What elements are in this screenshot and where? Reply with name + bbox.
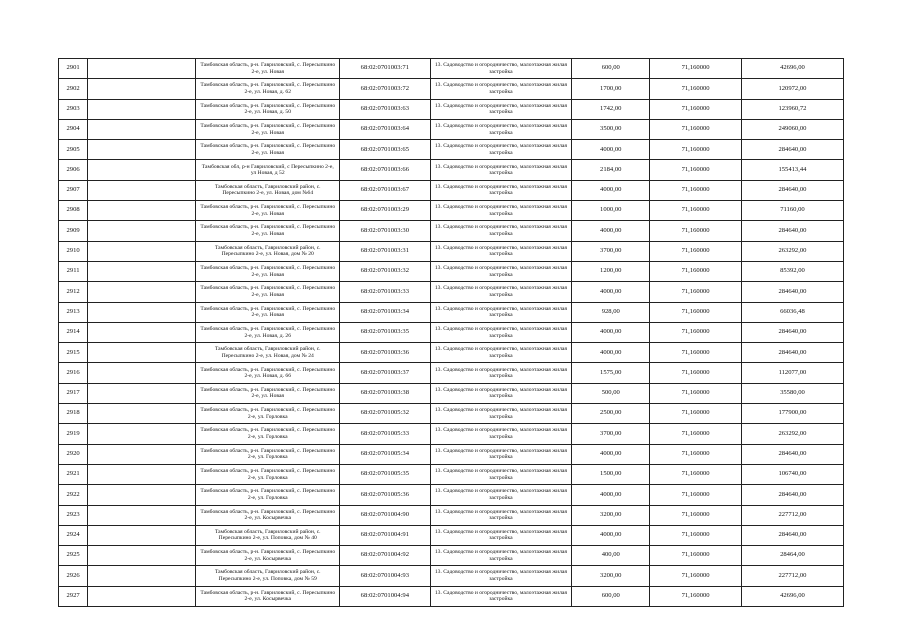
cadastral-value-cell: 284640,00: [741, 322, 843, 342]
row-number-cell: 2924: [59, 525, 88, 545]
table-row: [59, 424, 844, 444]
rate-cell: 71,160000: [650, 404, 742, 424]
rate-cell: 71,160000: [650, 343, 742, 363]
area-cell: 4000,00: [572, 525, 650, 545]
row-number-cell: 2902: [59, 79, 88, 99]
area-cell: 4000,00: [572, 444, 650, 464]
area-cell: 928,00: [572, 302, 650, 322]
cadastral-value-cell: 284640,00: [741, 444, 843, 464]
land-use-cell: 13. Садоводство и огородничество, малоэтажная жилая застройка: [430, 140, 572, 160]
empty-cell: [88, 99, 196, 119]
row-number-cell: 2904: [59, 119, 88, 139]
empty-cell: [88, 546, 196, 566]
cadastral-number-cell: 68:02:0701003:31: [340, 241, 431, 261]
cadastral-number-cell: 68:02:0701003:37: [340, 363, 431, 383]
area-cell: 4000,00: [572, 140, 650, 160]
table-row: [59, 282, 844, 302]
empty-cell: [88, 343, 196, 363]
address-cell: Тамбовская область, р-н. Гавриловский, с. Пересыпкино 2-е, ул. Горловка: [196, 485, 340, 505]
address-cell: Тамбовская область, р-н. Гавриловский, с. Пересыпкино 2-е, ул. Косырвечка: [196, 546, 340, 566]
address-cell: Тамбовская область, Гавриловский район, с. Пересыпкино 2-е, ул. Новая, дом № 24: [196, 343, 340, 363]
rate-cell: 71,160000: [650, 546, 742, 566]
area-cell: 500,00: [572, 383, 650, 403]
row-number-cell: 2914: [59, 322, 88, 342]
row-number-cell: 2921: [59, 464, 88, 484]
cadastral-value-cell: 284640,00: [741, 485, 843, 505]
row-number-cell: 2925: [59, 546, 88, 566]
row-number-cell: 2908: [59, 201, 88, 221]
empty-cell: [88, 322, 196, 342]
row-number-cell: 2910: [59, 241, 88, 261]
address-cell: Тамбовская область, р-н. Гавриловский, с. Пересыпкино 2-е, ул. Горловка: [196, 424, 340, 444]
rate-cell: 71,160000: [650, 363, 742, 383]
cadastral-value-cell: 263292,00: [741, 241, 843, 261]
land-use-cell: 13. Садоводство и огородничество, малоэтажная жилая застройка: [430, 464, 572, 484]
table-row: [59, 261, 844, 281]
cadastral-value-cell: 227712,00: [741, 566, 843, 586]
rate-cell: 71,160000: [650, 586, 742, 606]
land-use-cell: 13. Садоводство и огородничество, малоэтажная жилая застройка: [430, 241, 572, 261]
land-use-cell: 13. Садоводство и огородничество, малоэтажная жилая застройка: [430, 586, 572, 606]
table-body: [59, 59, 844, 607]
address-cell: Тамбовская обл, р-н Гавриловский, с Пересыпкино 2-е, ул Новая, д 52: [196, 160, 340, 180]
address-cell: Тамбовская область, р-н. Гавриловский, с. Пересыпкино 2-е, ул. Косырвечка: [196, 505, 340, 525]
table-row: [59, 485, 844, 505]
empty-cell: [88, 586, 196, 606]
land-use-cell: 13. Садоводство и огородничество, малоэтажная жилая застройка: [430, 343, 572, 363]
empty-cell: [88, 282, 196, 302]
table-row: [59, 221, 844, 241]
row-number-cell: 2916: [59, 363, 88, 383]
area-cell: 3500,00: [572, 119, 650, 139]
cadastral-number-cell: 68:02:0701004:91: [340, 525, 431, 545]
table-row: [59, 59, 844, 79]
area-cell: 4000,00: [572, 343, 650, 363]
land-use-cell: 13. Садоводство и огородничество, малоэтажная жилая застройка: [430, 302, 572, 322]
area-cell: 600,00: [572, 586, 650, 606]
area-cell: 4000,00: [572, 180, 650, 200]
table-row: [59, 343, 844, 363]
cadastral-value-cell: 35580,00: [741, 383, 843, 403]
row-number-cell: 2912: [59, 282, 88, 302]
land-use-cell: 13. Садоводство и огородничество, малоэтажная жилая застройка: [430, 322, 572, 342]
table-row: [59, 79, 844, 99]
rate-cell: 71,160000: [650, 180, 742, 200]
cadastral-value-cell: 284640,00: [741, 343, 843, 363]
empty-cell: [88, 302, 196, 322]
area-cell: 1500,00: [572, 464, 650, 484]
address-cell: Тамбовская область, р-н. Гавриловский, с. Пересыпкино 2-е, ул. Новая, д. 50: [196, 99, 340, 119]
area-cell: 2500,00: [572, 404, 650, 424]
rate-cell: 71,160000: [650, 221, 742, 241]
parcel-table: [58, 58, 844, 607]
area-cell: 3700,00: [572, 241, 650, 261]
table-row: [59, 363, 844, 383]
cadastral-number-cell: 68:02:0701003:32: [340, 261, 431, 281]
cadastral-number-cell: 68:02:0701004:92: [340, 546, 431, 566]
land-use-cell: 13. Садоводство и огородничество, малоэтажная жилая застройка: [430, 485, 572, 505]
area-cell: 4000,00: [572, 282, 650, 302]
land-use-cell: 13. Садоводство и огородничество, малоэтажная жилая застройка: [430, 160, 572, 180]
rate-cell: 71,160000: [650, 383, 742, 403]
row-number-cell: 2926: [59, 566, 88, 586]
address-cell: Тамбовская область, Гавриловский район, с. Пересыпкино 2-е, ул. Поповка, дом № 40: [196, 525, 340, 545]
rate-cell: 71,160000: [650, 201, 742, 221]
table-row: [59, 444, 844, 464]
cadastral-number-cell: 68:02:0701003:64: [340, 119, 431, 139]
area-cell: 3200,00: [572, 566, 650, 586]
cadastral-number-cell: 68:02:0701004:90: [340, 505, 431, 525]
rate-cell: 71,160000: [650, 59, 742, 79]
table-row: [59, 546, 844, 566]
cadastral-value-cell: 42696,00: [741, 59, 843, 79]
land-use-cell: 13. Садоводство и огородничество, малоэтажная жилая застройка: [430, 79, 572, 99]
table-row: [59, 180, 844, 200]
row-number-cell: 2905: [59, 140, 88, 160]
cadastral-value-cell: 123960,72: [741, 99, 843, 119]
land-use-cell: 13. Садоводство и огородничество, малоэтажная жилая застройка: [430, 424, 572, 444]
row-number-cell: 2919: [59, 424, 88, 444]
empty-cell: [88, 444, 196, 464]
area-cell: 4000,00: [572, 221, 650, 241]
cadastral-value-cell: 120972,00: [741, 79, 843, 99]
row-number-cell: 2906: [59, 160, 88, 180]
row-number-cell: 2907: [59, 180, 88, 200]
cadastral-number-cell: 68:02:0701003:36: [340, 343, 431, 363]
rate-cell: 71,160000: [650, 485, 742, 505]
rate-cell: 71,160000: [650, 566, 742, 586]
address-cell: Тамбовская область, р-н. Гавриловский, с. Пересыпкино 2-е, ул. Горловка: [196, 464, 340, 484]
land-use-cell: 13. Садоводство и огородничество, малоэтажная жилая застройка: [430, 444, 572, 464]
cadastral-value-cell: 112077,00: [741, 363, 843, 383]
row-number-cell: 2911: [59, 261, 88, 281]
address-cell: Тамбовская область, Гавриловский район, с. Пересыпкино 2-е, ул. Новая, дом №64: [196, 180, 340, 200]
table-row: [59, 566, 844, 586]
row-number-cell: 2923: [59, 505, 88, 525]
address-cell: Тамбовская область, р-н. Гавриловский, с. Пересыпкино 2-е, ул. Новая: [196, 282, 340, 302]
cadastral-number-cell: 68:02:0701004:94: [340, 586, 431, 606]
table-row: [59, 140, 844, 160]
address-cell: Тамбовская область, р-н. Гавриловский, с. Пересыпкино 2-е, ул. Новая: [196, 221, 340, 241]
table-row: [59, 586, 844, 606]
rate-cell: 71,160000: [650, 79, 742, 99]
cadastral-value-cell: 106740,00: [741, 464, 843, 484]
land-use-cell: 13. Садоводство и огородничество, малоэтажная жилая застройка: [430, 201, 572, 221]
area-cell: 4000,00: [572, 485, 650, 505]
address-cell: Тамбовская область, р-н. Гавриловский, с. Пересыпкино 2-е, ул. Новая: [196, 140, 340, 160]
cadastral-value-cell: 284640,00: [741, 221, 843, 241]
row-number-cell: 2903: [59, 99, 88, 119]
empty-cell: [88, 464, 196, 484]
empty-cell: [88, 404, 196, 424]
address-cell: Тамбовская область, р-н. Гавриловский, с. Пересыпкино 2-е, ул. Новая: [196, 119, 340, 139]
row-number-cell: 2909: [59, 221, 88, 241]
area-cell: 1700,00: [572, 79, 650, 99]
row-number-cell: 2918: [59, 404, 88, 424]
rate-cell: 71,160000: [650, 261, 742, 281]
table-row: [59, 404, 844, 424]
cadastral-number-cell: 68:02:0701005:32: [340, 404, 431, 424]
table-row: [59, 322, 844, 342]
cadastral-value-cell: 85392,00: [741, 261, 843, 281]
address-cell: Тамбовская область, р-н. Гавриловский, с. Пересыпкино 2-е, ул. Косырвечка: [196, 586, 340, 606]
empty-cell: [88, 363, 196, 383]
cadastral-number-cell: 68:02:0701004:93: [340, 566, 431, 586]
row-number-cell: 2920: [59, 444, 88, 464]
table-row: [59, 241, 844, 261]
cadastral-number-cell: 68:02:0701003:30: [340, 221, 431, 241]
land-use-cell: 13. Садоводство и огородничество, малоэтажная жилая застройка: [430, 566, 572, 586]
empty-cell: [88, 261, 196, 281]
empty-cell: [88, 160, 196, 180]
row-number-cell: 2901: [59, 59, 88, 79]
land-use-cell: 13. Садоводство и огородничество, малоэтажная жилая застройка: [430, 99, 572, 119]
table-row: [59, 119, 844, 139]
empty-cell: [88, 424, 196, 444]
land-use-cell: 13. Садоводство и огородничество, малоэтажная жилая застройка: [430, 282, 572, 302]
address-cell: Тамбовская область, Гавриловский район, с. Пересыпкино 2-е, ул. Поповка, дом № 59: [196, 566, 340, 586]
area-cell: 1000,00: [572, 201, 650, 221]
cadastral-value-cell: 284640,00: [741, 525, 843, 545]
land-use-cell: 13. Садоводство и огородничество, малоэтажная жилая застройка: [430, 59, 572, 79]
table-row: [59, 464, 844, 484]
rate-cell: 71,160000: [650, 160, 742, 180]
empty-cell: [88, 221, 196, 241]
rate-cell: 71,160000: [650, 505, 742, 525]
address-cell: Тамбовская область, р-н. Гавриловский, с. Пересыпкино 2-е, ул. Новая: [196, 302, 340, 322]
address-cell: Тамбовская область, р-н. Гавриловский, с. Пересыпкино 2-е, ул. Новая: [196, 59, 340, 79]
empty-cell: [88, 201, 196, 221]
cadastral-number-cell: 68:02:0701003:29: [340, 201, 431, 221]
empty-cell: [88, 180, 196, 200]
address-cell: Тамбовская область, р-н. Гавриловский, с. Пересыпкино 2-е, ул. Горловка: [196, 444, 340, 464]
address-cell: Тамбовская область, р-н. Гавриловский, с. Пересыпкино 2-е, ул. Горловка: [196, 404, 340, 424]
empty-cell: [88, 59, 196, 79]
rate-cell: 71,160000: [650, 241, 742, 261]
area-cell: 4000,00: [572, 322, 650, 342]
cadastral-number-cell: 68:02:0701003:38: [340, 383, 431, 403]
cadastral-value-cell: 284640,00: [741, 180, 843, 200]
row-number-cell: 2915: [59, 343, 88, 363]
table-row: [59, 383, 844, 403]
cadastral-number-cell: 68:02:0701003:65: [340, 140, 431, 160]
land-use-cell: 13. Садоводство и огородничество, малоэтажная жилая застройка: [430, 261, 572, 281]
row-number-cell: 2917: [59, 383, 88, 403]
cadastral-value-cell: 66036,48: [741, 302, 843, 322]
cadastral-value-cell: 263292,00: [741, 424, 843, 444]
cadastral-number-cell: 68:02:0701005:33: [340, 424, 431, 444]
rate-cell: 71,160000: [650, 444, 742, 464]
area-cell: 3200,00: [572, 505, 650, 525]
cadastral-number-cell: 68:02:0701003:67: [340, 180, 431, 200]
area-cell: 1200,00: [572, 261, 650, 281]
cadastral-value-cell: 42696,00: [741, 586, 843, 606]
table-row: [59, 302, 844, 322]
table-row: [59, 525, 844, 545]
empty-cell: [88, 383, 196, 403]
address-cell: Тамбовская область, р-н. Гавриловский, с. Пересыпкино 2-е, ул. Новая: [196, 383, 340, 403]
row-number-cell: 2913: [59, 302, 88, 322]
row-number-cell: 2922: [59, 485, 88, 505]
table-row: [59, 99, 844, 119]
rate-cell: 71,160000: [650, 282, 742, 302]
area-cell: 600,00: [572, 59, 650, 79]
land-use-cell: 13. Садоводство и огородничество, малоэтажная жилая застройка: [430, 546, 572, 566]
cadastral-value-cell: 71160,00: [741, 201, 843, 221]
rate-cell: 71,160000: [650, 140, 742, 160]
cadastral-value-cell: 284640,00: [741, 140, 843, 160]
address-cell: Тамбовская область, р-н. Гавриловский, с. Пересыпкино 2-е, ул. Новая: [196, 261, 340, 281]
rate-cell: 71,160000: [650, 119, 742, 139]
address-cell: Тамбовская область, р-н. Гавриловский, с. Пересыпкино 2-е, ул. Новая, д. 62: [196, 79, 340, 99]
cadastral-number-cell: 68:02:0701003:33: [340, 282, 431, 302]
rate-cell: 71,160000: [650, 464, 742, 484]
cadastral-number-cell: 68:02:0701005:36: [340, 485, 431, 505]
cadastral-number-cell: 68:02:0701003:72: [340, 79, 431, 99]
table-row: [59, 160, 844, 180]
rate-cell: 71,160000: [650, 424, 742, 444]
address-cell: Тамбовская область, р-н. Гавриловский, с. Пересыпкино 2-е, ул. Новая: [196, 201, 340, 221]
cadastral-value-cell: 28464,00: [741, 546, 843, 566]
cadastral-value-cell: 155413,44: [741, 160, 843, 180]
area-cell: 2184,00: [572, 160, 650, 180]
cadastral-number-cell: 68:02:0701003:63: [340, 99, 431, 119]
cadastral-number-cell: 68:02:0701003:66: [340, 160, 431, 180]
land-use-cell: 13. Садоводство и огородничество, малоэтажная жилая застройка: [430, 119, 572, 139]
rate-cell: 71,160000: [650, 99, 742, 119]
rate-cell: 71,160000: [650, 302, 742, 322]
cadastral-value-cell: 284640,00: [741, 282, 843, 302]
cadastral-number-cell: 68:02:0701005:35: [340, 464, 431, 484]
rate-cell: 71,160000: [650, 322, 742, 342]
land-use-cell: 13. Садоводство и огородничество, малоэтажная жилая застройка: [430, 505, 572, 525]
empty-cell: [88, 119, 196, 139]
cadastral-number-cell: 68:02:0701003:34: [340, 302, 431, 322]
cadastral-value-cell: 177900,00: [741, 404, 843, 424]
area-cell: 1575,00: [572, 363, 650, 383]
area-cell: 400,00: [572, 546, 650, 566]
land-use-cell: 13. Садоводство и огородничество, малоэтажная жилая застройка: [430, 383, 572, 403]
address-cell: Тамбовская область, Гавриловский район, с. Пересыпкино 2-е, ул. Новая, дом № 20: [196, 241, 340, 261]
land-use-cell: 13. Садоводство и огородничество, малоэтажная жилая застройка: [430, 180, 572, 200]
address-cell: Тамбовская область, р-н. Гавриловский, с. Пересыпкино 2-е, ул. Новая, д. 66: [196, 363, 340, 383]
area-cell: 1742,00: [572, 99, 650, 119]
empty-cell: [88, 140, 196, 160]
cadastral-number-cell: 68:02:0701005:34: [340, 444, 431, 464]
land-use-cell: 13. Садоводство и огородничество, малоэтажная жилая застройка: [430, 221, 572, 241]
cadastral-value-cell: 227712,00: [741, 505, 843, 525]
row-number-cell: 2927: [59, 586, 88, 606]
table-row: [59, 505, 844, 525]
empty-cell: [88, 566, 196, 586]
cadastral-number-cell: 68:02:0701003:71: [340, 59, 431, 79]
empty-cell: [88, 525, 196, 545]
land-use-cell: 13. Садоводство и огородничество, малоэтажная жилая застройка: [430, 404, 572, 424]
empty-cell: [88, 241, 196, 261]
empty-cell: [88, 505, 196, 525]
cadastral-number-cell: 68:02:0701003:35: [340, 322, 431, 342]
rate-cell: 71,160000: [650, 525, 742, 545]
land-use-cell: 13. Садоводство и огородничество, малоэтажная жилая застройка: [430, 363, 572, 383]
address-cell: Тамбовская область, р-н. Гавриловский, с. Пересыпкино 2-е, ул. Новая, д. 26: [196, 322, 340, 342]
empty-cell: [88, 485, 196, 505]
empty-cell: [88, 79, 196, 99]
cadastral-value-cell: 249060,00: [741, 119, 843, 139]
land-use-cell: 13. Садоводство и огородничество, малоэтажная жилая застройка: [430, 525, 572, 545]
area-cell: 3700,00: [572, 424, 650, 444]
table-row: [59, 201, 844, 221]
